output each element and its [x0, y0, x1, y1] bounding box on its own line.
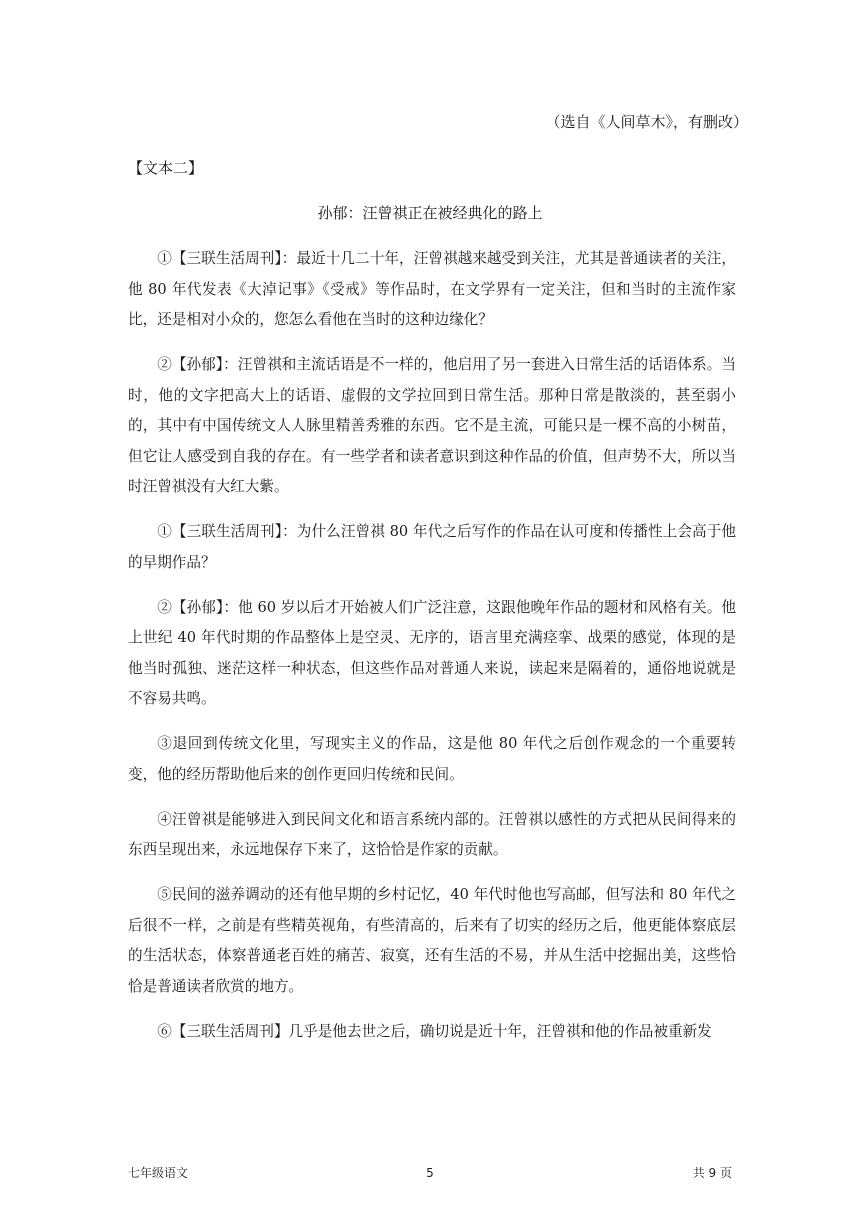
paragraph: ①【三联生活周刊】：为什么汪曾祺 80 年代之后写作的作品在认可度和传播性上会高于他的早期作品？	[128, 523, 736, 571]
footer-subject: 七年级语文	[128, 1166, 189, 1180]
footer-page-number: 5	[426, 1166, 434, 1180]
source-note: （选自《人间草木》，有删改）	[545, 113, 748, 131]
page-footer	[0, 1163, 860, 1183]
paragraph: ⑤民间的滋养调动的还有他早期的乡村记忆，40 年代时他也写高邮，但写法和 80 年代之后很不一样，之前是有些精英视角，有些清高的，后来有了切实的经历之后，他更能体察底层的生活状态，体察普通老百姓的痛苦、寂寞，还有生活的不易，并从生活中挖掘出美，这些恰恰是普通读者欣赏的地方。	[128, 886, 736, 995]
article-title: 孙郁：汪曾祺正在被经典化的路上	[317, 204, 543, 222]
footer-total-pages: 共 9 页	[692, 1166, 732, 1180]
paragraph: ②【孙郁】：他 60 岁以后才开始被人们广泛注意，这跟他晚年作品的题材和风格有关。他上世纪 40 年代时期的作品整体上是空灵、无序的，语言里充满痉挛、战栗的感觉，体现的是他当时孤独、迷茫这样一种状态，但这些作品对普通人来说，读起来是隔着的，通俗地说就是不容易共鸣。	[128, 598, 736, 707]
paragraph: ⑥【三联生活周刊】几乎是他去世之后，确切说是近十年，汪曾祺和他的作品被重新发	[157, 1022, 712, 1040]
article-body	[128, 244, 736, 1062]
paragraph: ③退回到传统文化里，写现实主义的作品，这是他 80 年代之后创作观念的一个重要转变，他的经历帮助他后来的创作更回归传统和民间。	[128, 735, 736, 783]
paragraph: ①【三联生活周刊】：最近十几二十年，汪曾祺越来越受到关注，尤其是普通读者的关注，他 80 年代发表《大淖记事》《受戒》等作品时，在文学界有一定关注，但和当时的主流作家比，还是相对小众的，您怎么看他在当时的这种边缘化？	[128, 250, 736, 328]
paragraph: ②【孙郁】：汪曾祺和主流话语是不一样的，他启用了另一套进入日常生活的话语体系。当时，他的文字把高大上的话语、虚假的文学拉回到日常生活。那种日常是散淡的，甚至弱小的，其中有中国传统文人人脉里精善秀雅的东西。它不是主流，可能只是一棵不高的小树苗，但它让人感受到自我的存在。有一些学者和读者意识到这种作品的价值，但声势不大，所以当时汪曾祺没有大红大紫。	[128, 356, 736, 495]
paragraph: ④汪曾祺是能够进入到民间文化和语言系统内部的。汪曾祺以感性的方式把从民间得来的东西呈现出来，永远地保存下来了，这恰恰是作家的贡献。	[128, 810, 736, 858]
section-label: 【文本二】	[128, 159, 204, 177]
